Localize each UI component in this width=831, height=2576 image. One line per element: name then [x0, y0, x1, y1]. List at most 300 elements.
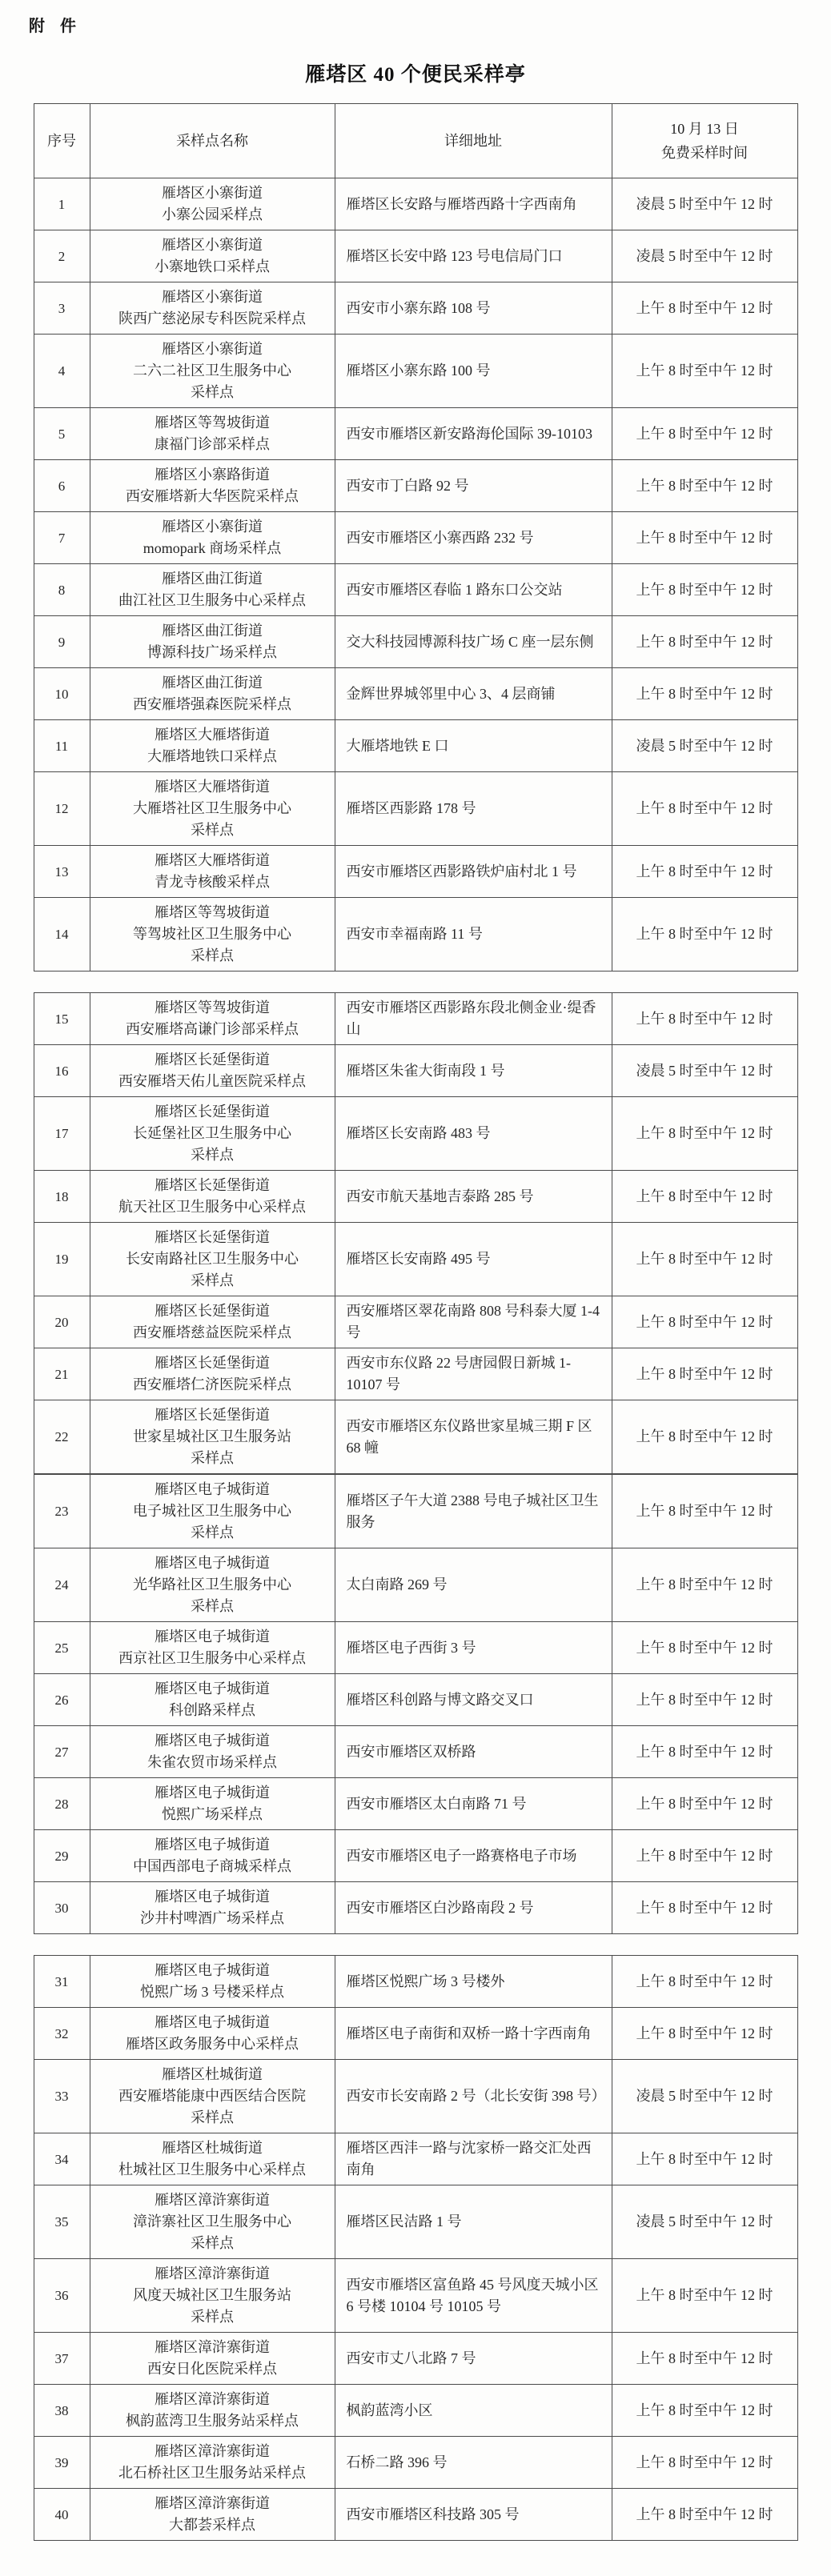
sampling-point-name — [90, 1400, 335, 1475]
address-cell: 雁塔区子午大道 2388 号电子城社区卫生服务 — [335, 1474, 612, 1548]
sampling-time-cell: 上午 8 时至中午 12 时 — [612, 993, 797, 1045]
sampling-point-name-line: 雁塔区长延堡街道 — [155, 1177, 270, 1193]
row-number: 25 — [34, 1622, 90, 1674]
table-row — [34, 1400, 797, 1475]
address-cell: 西安市雁塔区小寨西路 232 号 — [335, 512, 612, 564]
table-header-row — [34, 104, 797, 178]
address-cell: 西安市雁塔区新安路海伦国际 39-10103 — [335, 408, 612, 460]
table-row — [34, 2133, 797, 2185]
sampling-time-cell: 上午 8 时至中午 12 时 — [612, 1956, 797, 2008]
sampling-point-name — [90, 1622, 335, 1674]
sampling-point-name — [90, 898, 335, 972]
table-row — [34, 846, 797, 898]
sampling-time-cell: 上午 8 时至中午 12 时 — [612, 2008, 797, 2060]
table-row — [34, 178, 797, 230]
row-number: 40 — [34, 2489, 90, 2541]
sampling-point-name-line: 雁塔区大雁塔街道 — [155, 779, 270, 795]
table-row — [34, 460, 797, 512]
address-cell: 西安市雁塔区东仪路世家星城三期 F 区 68 幢 — [335, 1400, 612, 1475]
sampling-time-cell: 上午 8 时至中午 12 时 — [612, 408, 797, 460]
sampling-point-name — [90, 2385, 335, 2437]
row-number: 15 — [34, 993, 90, 1045]
sampling-point-name-line: 大雁塔地铁口采样点 — [147, 748, 277, 764]
sampling-time-cell: 上午 8 时至中午 12 时 — [612, 1223, 797, 1296]
address-cell: 大雁塔地铁 E 口 — [335, 720, 612, 772]
sampling-point-name-line: 西安日化医院采样点 — [147, 2361, 277, 2377]
sampling-point-name-line: 雁塔区电子城街道 — [155, 1889, 270, 1905]
sampling-point-name-line: 雁塔区电子城街道 — [155, 1962, 270, 1978]
header-time-date: 10 月 13 日 — [670, 121, 739, 137]
sampling-point-name-line: 雁塔区电子城街道 — [155, 1837, 270, 1853]
sampling-point-name — [90, 1171, 335, 1223]
header-time-label: 免费采样时间 — [661, 145, 748, 161]
sampling-point-name-line: 雁塔区杜城街道 — [162, 2140, 263, 2156]
table-row — [34, 2060, 797, 2133]
sampling-point-name-line: 长安南路社区卫生服务中心 — [126, 1251, 299, 1267]
sampling-time-cell: 上午 8 时至中午 12 时 — [612, 668, 797, 720]
sampling-point-name-line: 雁塔区曲江街道 — [162, 675, 263, 691]
sampling-point-name — [90, 2008, 335, 2060]
sampling-table-block-2 — [34, 992, 798, 1934]
sampling-table-block-1 — [34, 103, 798, 972]
sampling-point-name-line: 采样点 — [191, 1524, 234, 1540]
address-cell: 西安市雁塔区电子一路赛格电子市场 — [335, 1830, 612, 1882]
sampling-time-cell: 凌晨 5 时至中午 12 时 — [612, 2060, 797, 2133]
address-cell: 西安市雁塔区西影路东段北侧金业·缇香山 — [335, 993, 612, 1045]
row-number: 3 — [34, 282, 90, 335]
address-cell: 雁塔区悦熙广场 3 号楼外 — [335, 1956, 612, 2008]
table-row — [34, 408, 797, 460]
sampling-point-name — [90, 460, 335, 512]
address-cell: 西安雁塔区翠花南路 808 号科泰大厦 1-4 号 — [335, 1296, 612, 1348]
sampling-point-name-line: 雁塔区电子城街道 — [155, 2014, 270, 2030]
sampling-point-name-line: 雁塔区长延堡街道 — [155, 1303, 270, 1319]
address-cell: 西安市雁塔区太白南路 71 号 — [335, 1778, 612, 1830]
sampling-point-name-line: 采样点 — [191, 1147, 234, 1163]
sampling-point-name-line: 雁塔区电子城街道 — [155, 1555, 270, 1571]
sampling-point-name-line: 小寨地铁口采样点 — [155, 258, 270, 274]
sampling-time-cell: 凌晨 5 时至中午 12 时 — [612, 2185, 797, 2259]
sampling-time-cell: 上午 8 时至中午 12 时 — [612, 846, 797, 898]
sampling-point-name-line: 朱雀农贸市场采样点 — [147, 1754, 277, 1770]
sampling-point-name-line: 雁塔区电子城街道 — [155, 1681, 270, 1697]
table-row — [34, 282, 797, 335]
row-number: 36 — [34, 2259, 90, 2333]
row-number: 27 — [34, 1726, 90, 1778]
row-number: 8 — [34, 564, 90, 616]
sampling-point-name-line: 西安雁塔天佑儿童医院采样点 — [118, 1073, 306, 1089]
table-row — [34, 1296, 797, 1348]
address-cell: 西安市雁塔区春临 1 路东口公交站 — [335, 564, 612, 616]
sampling-time-cell: 上午 8 时至中午 12 时 — [612, 1622, 797, 1674]
sampling-point-name — [90, 2333, 335, 2385]
sampling-point-name-line: 悦熙广场 3 号楼采样点 — [140, 1984, 284, 2000]
address-cell: 西安市小寨东路 108 号 — [335, 282, 612, 335]
sampling-point-name — [90, 1726, 335, 1778]
sampling-point-name-line: 二六二社区卫生服务中心 — [133, 363, 291, 379]
row-number: 10 — [34, 668, 90, 720]
sampling-point-name-line: 采样点 — [191, 2235, 234, 2251]
sampling-point-name-line: 西安雁塔高谦门诊部采样点 — [126, 1021, 299, 1037]
sampling-point-name-line: 雁塔区小寨街道 — [162, 289, 263, 305]
address-cell: 雁塔区电子西街 3 号 — [335, 1622, 612, 1674]
sampling-point-name — [90, 335, 335, 408]
header-site-name: 采样点名称 — [90, 104, 335, 178]
address-cell: 西安市丈八北路 7 号 — [335, 2333, 612, 2385]
sampling-point-name — [90, 2060, 335, 2133]
row-number: 37 — [34, 2333, 90, 2385]
sampling-point-name-line: 雁塔区小寨街道 — [162, 185, 263, 201]
sampling-point-name-line: 雁塔区曲江街道 — [162, 571, 263, 587]
sampling-point-name — [90, 1882, 335, 1934]
table-row — [34, 1548, 797, 1622]
sampling-point-name-line: 采样点 — [191, 947, 234, 963]
sampling-point-name — [90, 2489, 335, 2541]
sampling-point-name-line: 沙井村啤酒广场采样点 — [140, 1910, 284, 1926]
sampling-point-name-line: 等驾坡社区卫生服务中心 — [133, 926, 291, 942]
row-number: 39 — [34, 2437, 90, 2489]
sampling-point-name-line: 雁塔区等驾坡街道 — [155, 1000, 270, 1016]
table-row — [34, 564, 797, 616]
sampling-time-cell: 上午 8 时至中午 12 时 — [612, 564, 797, 616]
sampling-point-name — [90, 1223, 335, 1296]
address-cell: 西安市丁白路 92 号 — [335, 460, 612, 512]
sampling-point-name — [90, 230, 335, 282]
row-number: 17 — [34, 1097, 90, 1171]
sampling-point-name-line: 西安雁塔能康中西医结合医院 — [118, 2088, 306, 2104]
address-cell: 西安市长安南路 2 号（北长安街 398 号） — [335, 2060, 612, 2133]
sampling-point-name-line: 小寨公园采样点 — [162, 206, 263, 222]
address-cell: 西安市航天基地吉泰路 285 号 — [335, 1171, 612, 1223]
sampling-point-name-line: 采样点 — [191, 1598, 234, 1614]
sampling-point-name-line: 雁塔区电子城街道 — [155, 1733, 270, 1749]
sampling-time-cell: 上午 8 时至中午 12 时 — [612, 335, 797, 408]
address-cell: 交大科技园博源科技广场 C 座一层东侧 — [335, 616, 612, 668]
sampling-point-name-line: 西安雁塔仁济医院采样点 — [133, 1376, 291, 1392]
sampling-point-name-line: 康福门诊部采样点 — [155, 436, 270, 452]
table-row — [34, 898, 797, 972]
sampling-point-name — [90, 1778, 335, 1830]
table-row — [34, 335, 797, 408]
sampling-time-cell: 上午 8 时至中午 12 时 — [612, 898, 797, 972]
sampling-point-name-line: 雁塔区电子城街道 — [155, 1629, 270, 1645]
page-title: 雁塔区 40 个便民采样亭 — [305, 64, 526, 86]
sampling-time-cell: 上午 8 时至中午 12 时 — [612, 1882, 797, 1934]
sampling-point-name — [90, 408, 335, 460]
address-cell: 雁塔区长安路与雁塔西路十字西南角 — [335, 178, 612, 230]
table-row — [34, 230, 797, 282]
sampling-point-name — [90, 1956, 335, 2008]
sampling-time-cell: 上午 8 时至中午 12 时 — [612, 1296, 797, 1348]
sampling-point-name-line: 世家星城社区卫生服务站 — [133, 1428, 291, 1444]
table-row — [34, 1622, 797, 1674]
sampling-point-name-line: 雁塔区长延堡街道 — [155, 1104, 270, 1120]
row-number: 4 — [34, 335, 90, 408]
sampling-time-cell: 凌晨 5 时至中午 12 时 — [612, 178, 797, 230]
sampling-point-name-line: 采样点 — [191, 822, 234, 838]
address-cell: 金辉世界城邻里中心 3、4 层商铺 — [335, 668, 612, 720]
sampling-time-cell: 上午 8 时至中午 12 时 — [612, 1097, 797, 1171]
table-row — [34, 1830, 797, 1882]
address-cell: 西安市雁塔区白沙路南段 2 号 — [335, 1882, 612, 1934]
sampling-point-name-line: 雁塔区电子城街道 — [155, 1481, 270, 1497]
sampling-point-name — [90, 1830, 335, 1882]
address-cell: 雁塔区民洁路 1 号 — [335, 2185, 612, 2259]
sampling-point-name-line: 杜城社区卫生服务中心采样点 — [118, 2161, 306, 2177]
sampling-point-name — [90, 2259, 335, 2333]
row-number: 35 — [34, 2185, 90, 2259]
sampling-time-cell: 凌晨 5 时至中午 12 时 — [612, 720, 797, 772]
row-number: 14 — [34, 898, 90, 972]
row-number: 38 — [34, 2385, 90, 2437]
sampling-point-name — [90, 2133, 335, 2185]
sampling-point-name-line: 博源科技广场采样点 — [147, 644, 277, 660]
sampling-point-name — [90, 993, 335, 1045]
sampling-point-name-line: 电子城社区卫生服务中心 — [133, 1503, 291, 1519]
sampling-point-name-line: 采样点 — [191, 1450, 234, 1466]
address-cell: 太白南路 269 号 — [335, 1548, 612, 1622]
address-cell: 西安市雁塔区富鱼路 45 号风度天城小区 6 号楼 10104 号 10105 号 — [335, 2259, 612, 2333]
table-row — [34, 2333, 797, 2385]
row-number: 26 — [34, 1674, 90, 1726]
row-number: 32 — [34, 2008, 90, 2060]
sampling-table-block-3 — [34, 1955, 798, 2541]
sampling-time-cell: 上午 8 时至中午 12 时 — [612, 2133, 797, 2185]
address-cell: 雁塔区长安南路 483 号 — [335, 1097, 612, 1171]
address-cell: 雁塔区电子南街和双桥一路十字西南角 — [335, 2008, 612, 2060]
row-number: 21 — [34, 1348, 90, 1400]
table-row — [34, 1956, 797, 2008]
sampling-point-name — [90, 668, 335, 720]
sampling-point-name-line: 采样点 — [191, 384, 234, 400]
sampling-point-name-line: 雁塔区曲江街道 — [162, 623, 263, 639]
table-row — [34, 1097, 797, 1171]
table-row — [34, 1778, 797, 1830]
row-number: 23 — [34, 1474, 90, 1548]
table-row — [34, 2489, 797, 2541]
table-row — [34, 1726, 797, 1778]
sampling-point-name — [90, 512, 335, 564]
table-row — [34, 720, 797, 772]
sampling-point-name-line: 雁塔区小寨路街道 — [155, 467, 270, 483]
sampling-point-name-line: 采样点 — [191, 2109, 234, 2125]
attachment-label: 附 件 — [29, 18, 82, 35]
sampling-point-name-line: 陕西广慈泌尿专科医院采样点 — [118, 310, 306, 327]
address-cell: 西安市雁塔区双桥路 — [335, 1726, 612, 1778]
sampling-point-name — [90, 282, 335, 335]
sampling-point-name-line: 雁塔区小寨街道 — [162, 519, 263, 535]
address-cell: 雁塔区朱雀大街南段 1 号 — [335, 1045, 612, 1097]
table-row — [34, 1474, 797, 1548]
address-cell: 西安市雁塔区西影路铁炉庙村北 1 号 — [335, 846, 612, 898]
table-row — [34, 1223, 797, 1296]
table-row — [34, 1045, 797, 1097]
row-number: 19 — [34, 1223, 90, 1296]
address-cell: 雁塔区长安中路 123 号电信局门口 — [335, 230, 612, 282]
sampling-time-cell: 上午 8 时至中午 12 时 — [612, 772, 797, 846]
row-number: 31 — [34, 1956, 90, 2008]
address-cell: 西安市幸福南路 11 号 — [335, 898, 612, 972]
sampling-point-name-line: 雁塔区政务服务中心采样点 — [126, 2036, 299, 2052]
sampling-time-cell: 上午 8 时至中午 12 时 — [612, 1726, 797, 1778]
sampling-point-name-line: 大都荟采样点 — [169, 2517, 255, 2533]
sampling-point-name — [90, 1474, 335, 1548]
sampling-time-cell: 上午 8 时至中午 12 时 — [612, 2259, 797, 2333]
sampling-time-cell: 上午 8 时至中午 12 时 — [612, 282, 797, 335]
sampling-time-cell: 上午 8 时至中午 12 时 — [612, 1400, 797, 1475]
sampling-point-name-line: 雁塔区小寨街道 — [162, 341, 263, 357]
sampling-time-cell: 凌晨 5 时至中午 12 时 — [612, 1045, 797, 1097]
table-row — [34, 1882, 797, 1934]
sampling-point-name-line: 西安雁塔慈益医院采样点 — [133, 1324, 291, 1340]
sampling-point-name — [90, 1548, 335, 1622]
row-number: 5 — [34, 408, 90, 460]
sampling-point-name — [90, 1348, 335, 1400]
address-cell: 西安市东仪路 22 号唐园假日新城 1-10107 号 — [335, 1348, 612, 1400]
sampling-time-cell: 上午 8 时至中午 12 时 — [612, 1830, 797, 1882]
sampling-point-name-line: 航天社区卫生服务中心采样点 — [118, 1199, 306, 1215]
sampling-point-name-line: 青龙寺核酸采样点 — [155, 874, 270, 890]
table-row — [34, 2385, 797, 2437]
sampling-point-name-line: 雁塔区等驾坡街道 — [155, 904, 270, 920]
row-number: 6 — [34, 460, 90, 512]
sampling-time-cell: 上午 8 时至中午 12 时 — [612, 1548, 797, 1622]
row-number: 11 — [34, 720, 90, 772]
sampling-point-name-line: 西京社区卫生服务中心采样点 — [118, 1650, 306, 1666]
sampling-time-cell: 凌晨 5 时至中午 12 时 — [612, 230, 797, 282]
sampling-point-name-line: 长延堡社区卫生服务中心 — [133, 1125, 291, 1141]
row-number: 20 — [34, 1296, 90, 1348]
table-row — [34, 1171, 797, 1223]
table-row — [34, 616, 797, 668]
row-number: 16 — [34, 1045, 90, 1097]
address-cell: 枫韵蓝湾小区 — [335, 2385, 612, 2437]
row-number: 33 — [34, 2060, 90, 2133]
sampling-point-name-line: 雁塔区杜城街道 — [162, 2066, 263, 2082]
sampling-point-name — [90, 564, 335, 616]
row-number: 1 — [34, 178, 90, 230]
sampling-point-name — [90, 616, 335, 668]
sampling-point-name — [90, 178, 335, 230]
sampling-point-name-line: 光华路社区卫生服务中心 — [133, 1576, 291, 1592]
sampling-point-name — [90, 1045, 335, 1097]
table-row — [34, 668, 797, 720]
sampling-point-name-line: 大雁塔社区卫生服务中心 — [133, 800, 291, 816]
sampling-time-cell: 上午 8 时至中午 12 时 — [612, 2437, 797, 2489]
address-cell: 雁塔区西影路 178 号 — [335, 772, 612, 846]
sampling-point-name-line: 雁塔区漳浒寨街道 — [155, 2192, 270, 2208]
row-number: 28 — [34, 1778, 90, 1830]
sampling-time-cell: 上午 8 时至中午 12 时 — [612, 460, 797, 512]
sampling-time-cell: 上午 8 时至中午 12 时 — [612, 1674, 797, 1726]
table-row — [34, 512, 797, 564]
sampling-point-name — [90, 2437, 335, 2489]
row-number: 7 — [34, 512, 90, 564]
sampling-point-name-line: 雁塔区大雁塔街道 — [155, 727, 270, 743]
row-number: 9 — [34, 616, 90, 668]
address-cell: 石桥二路 396 号 — [335, 2437, 612, 2489]
sampling-point-name-line: 雁塔区等驾坡街道 — [155, 415, 270, 431]
address-cell: 雁塔区长安南路 495 号 — [335, 1223, 612, 1296]
row-number: 34 — [34, 2133, 90, 2185]
sampling-point-name — [90, 2185, 335, 2259]
sampling-point-name — [90, 1097, 335, 1171]
sampling-point-name-line: 雁塔区漳浒寨街道 — [155, 2443, 270, 2459]
sampling-point-name-line: 雁塔区长延堡街道 — [155, 1355, 270, 1371]
row-number: 29 — [34, 1830, 90, 1882]
sampling-point-name-line: 曲江社区卫生服务中心采样点 — [118, 592, 306, 608]
header-index: 序号 — [34, 104, 90, 178]
sampling-point-name-line: 雁塔区长延堡街道 — [155, 1229, 270, 1245]
row-number: 22 — [34, 1400, 90, 1475]
sampling-point-name-line: 西安雁塔新大华医院采样点 — [126, 488, 299, 504]
sampling-time-cell: 上午 8 时至中午 12 时 — [612, 1474, 797, 1548]
sampling-point-name-line: 悦熙广场采样点 — [162, 1806, 263, 1822]
address-cell: 雁塔区科创路与博文路交叉口 — [335, 1674, 612, 1726]
table-row — [34, 772, 797, 846]
sampling-point-name-line: 雁塔区漳浒寨街道 — [155, 2266, 270, 2282]
table-row — [34, 993, 797, 1045]
sampling-point-name-line: 漳浒寨社区卫生服务中心 — [133, 2213, 291, 2229]
sampling-point-name-line: 雁塔区小寨街道 — [162, 237, 263, 253]
table-row — [34, 2259, 797, 2333]
row-number: 30 — [34, 1882, 90, 1934]
sampling-point-name — [90, 846, 335, 898]
table-row — [34, 2437, 797, 2489]
sampling-point-name — [90, 1674, 335, 1726]
sampling-point-name-line: 西安雁塔强森医院采样点 — [133, 696, 291, 712]
sampling-point-name — [90, 720, 335, 772]
header-address: 详细地址 — [335, 104, 612, 178]
sampling-time-cell: 上午 8 时至中午 12 时 — [612, 2489, 797, 2541]
row-number: 24 — [34, 1548, 90, 1622]
sampling-point-name-line: 雁塔区漳浒寨街道 — [155, 2339, 270, 2355]
address-cell: 雁塔区小寨东路 100 号 — [335, 335, 612, 408]
sampling-time-cell: 上午 8 时至中午 12 时 — [612, 1348, 797, 1400]
sampling-time-cell: 上午 8 时至中午 12 时 — [612, 2385, 797, 2437]
sampling-time-cell: 上午 8 时至中午 12 时 — [612, 2333, 797, 2385]
sampling-time-cell: 上午 8 时至中午 12 时 — [612, 616, 797, 668]
sampling-point-name-line: 采样点 — [191, 2309, 234, 2325]
sampling-point-name — [90, 1296, 335, 1348]
sampling-point-name — [90, 772, 335, 846]
row-number: 2 — [34, 230, 90, 282]
sampling-point-name-line: 北石桥社区卫生服务站采样点 — [118, 2465, 306, 2481]
table-row — [34, 2008, 797, 2060]
sampling-point-name-line: 雁塔区大雁塔街道 — [155, 852, 270, 868]
sampling-time-cell: 上午 8 时至中午 12 时 — [612, 1778, 797, 1830]
sampling-point-name-line: 枫韵蓝湾卫生服务站采样点 — [126, 2413, 299, 2429]
row-number: 18 — [34, 1171, 90, 1223]
table-row — [34, 1674, 797, 1726]
sampling-point-name-line: 雁塔区长延堡街道 — [155, 1407, 270, 1423]
table-row — [34, 1348, 797, 1400]
sampling-point-name-line: 雁塔区漳浒寨街道 — [155, 2495, 270, 2511]
header-sampling-time — [612, 104, 797, 178]
sampling-time-cell: 上午 8 时至中午 12 时 — [612, 1171, 797, 1223]
sampling-point-name-line: 中国西部电子商城采样点 — [133, 1858, 291, 1874]
sampling-point-name-line: 科创路采样点 — [169, 1702, 255, 1718]
sampling-point-name-line: 雁塔区漳浒寨街道 — [155, 2391, 270, 2407]
table-row — [34, 2185, 797, 2259]
address-cell: 雁塔区西沣一路与沈家桥一路交汇处西南角 — [335, 2133, 612, 2185]
sampling-point-name-line: 采样点 — [191, 1272, 234, 1288]
sampling-point-name-line: 雁塔区电子城街道 — [155, 1785, 270, 1801]
row-number: 12 — [34, 772, 90, 846]
sampling-point-name-line: 雁塔区长延堡街道 — [155, 1052, 270, 1068]
address-cell: 西安市雁塔区科技路 305 号 — [335, 2489, 612, 2541]
sampling-time-cell: 上午 8 时至中午 12 时 — [612, 512, 797, 564]
